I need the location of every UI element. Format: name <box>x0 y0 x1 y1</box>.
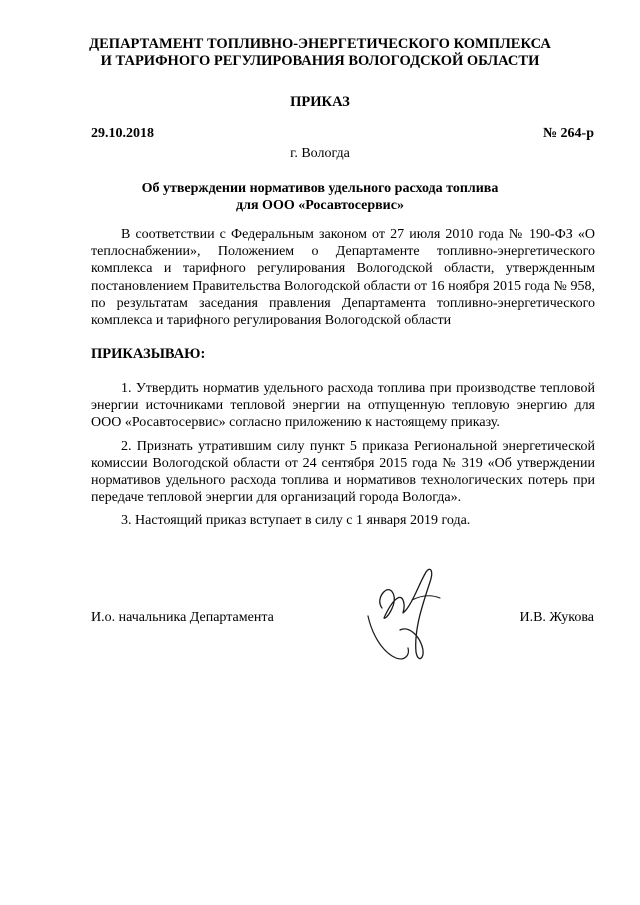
decree-word: ПРИКАЗЫВАЮ: <box>91 346 206 362</box>
department-header-line-1: ДЕПАРТАМЕНТ ТОПЛИВНО-ЭНЕРГЕТИЧЕСКОГО КОМПЛЕКСА <box>89 36 551 52</box>
signatory-role: И.о. начальника Департамента <box>91 610 274 625</box>
document-subject-line-2: для ООО «Росавтосервис» <box>236 198 404 213</box>
order-item-2: 2. Признать утратившим силу пункт 5 приказа Региональной энергетической комиссии Вологодской области от 24 сентября 2015 года № 319 «Об утверждении нормативов удельного расхода топлива и нормативов технологических потерь при передаче тепловой энергии для организаций города Вологда». <box>91 438 595 506</box>
document-date: 29.10.2018 <box>91 126 154 141</box>
document-number: № 264-р <box>542 126 594 141</box>
order-item-1: 1. Утвердить норматив удельного расхода топлива при производстве тепловой энергии источниками тепловой энергии на отпущенную тепловую энергию для ООО «Росавтосервис» согласно приложению к настоящему приказу. <box>91 381 595 431</box>
handwritten-signature <box>360 560 450 675</box>
department-header-line-2: И ТАРИФНОГО РЕГУЛИРОВАНИЯ ВОЛОГОДСКОЙ ОБЛАСТИ <box>100 53 540 69</box>
order-item-3: 3. Настоящий приказ вступает в силу с 1 января 2019 года. <box>121 513 471 529</box>
document-subject <box>120 180 520 214</box>
document-type-title: ПРИКАЗ <box>290 94 350 110</box>
document-subject-line-1: Об утверждении нормативов удельного расхода топлива <box>141 181 499 196</box>
department-header <box>60 36 580 70</box>
order-items <box>91 380 595 536</box>
document-city: г. Вологда <box>290 146 350 161</box>
signatory-name: И.В. Жукова <box>519 610 594 625</box>
preamble-paragraph: В соответствии с Федеральным законом от 27 июля 2010 года № 190-ФЗ «О теплоснабжении», Положением о Департаменте топливно-энергетического комплекса и тарифного регулирования Вологодской области, утвержденным постановлением Правительства Вологодской области от 16 ноября 2015 года № 958, по результатам заседания правления Департамента топливно-энергетического комплекса и тарифного регулирования Вологодской области <box>91 227 595 329</box>
